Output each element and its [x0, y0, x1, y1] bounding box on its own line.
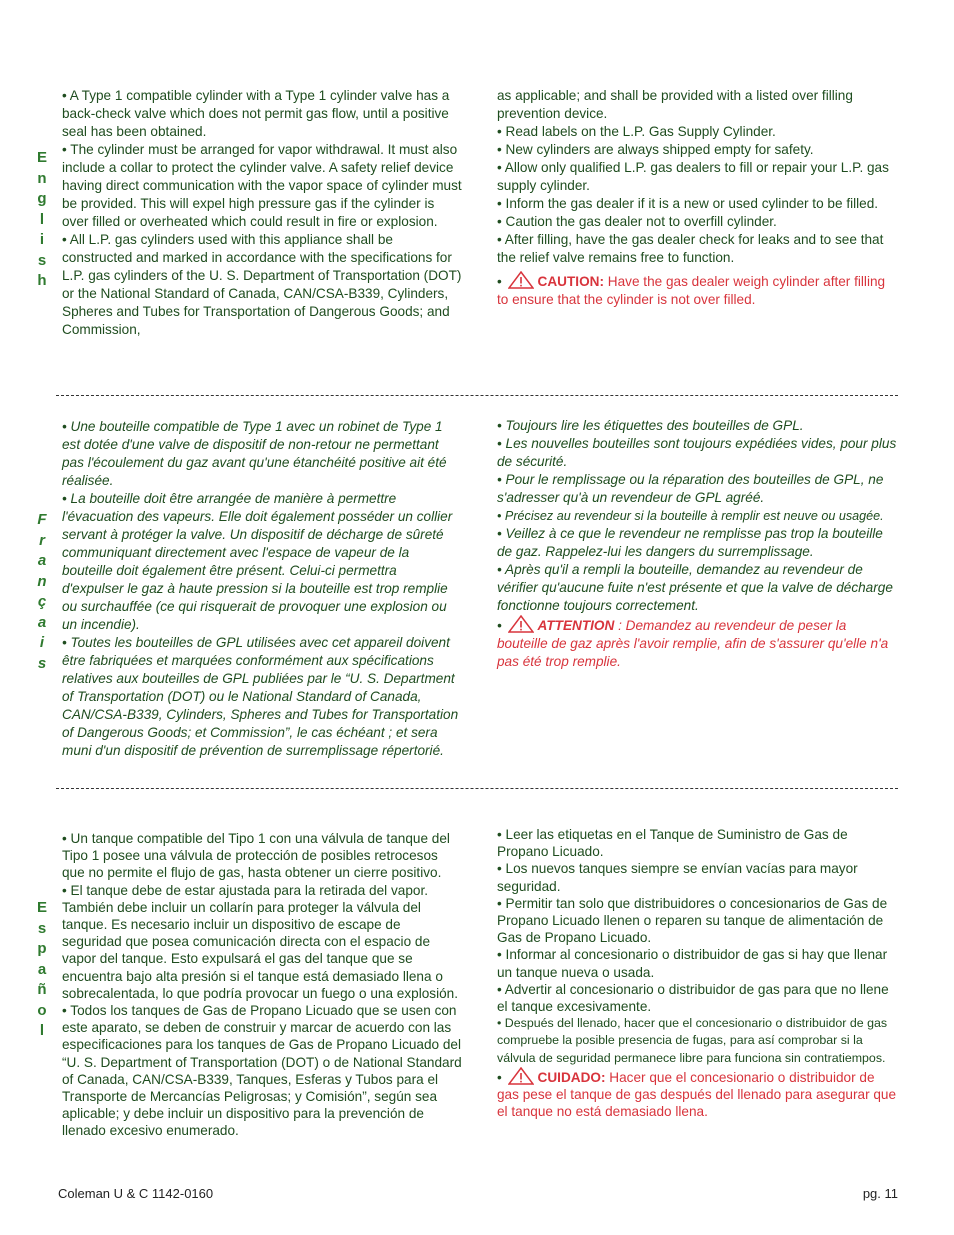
caution-text: : Demandez au revendeur de peser la bouteille de gaz après l'avoir remplie, afin de s'assurer qu'elle n'a pas été trop remplie.: [497, 618, 889, 669]
french-caution: • ATTENTION : Demandez au revendeur de peser la bouteille de gaz après l'avoir remplie, afin de s'assurer qu'elle n'a pas été trop remplie.: [497, 615, 897, 671]
french-bullet: • La bouteille doit être arrangée de manière à permettre l'évacuation des vapeurs. Elle doit également posséder un collier servant à protéger la valve. Un dispositif de décharge de sûreté communiquant directement avec l'espace de vapeur de la bouteille doit également être présent. Celui-ci permettra d'expulser le gaz à haute pression si la bouteille est trop remplie ou surchauffée (ce qui risquerait de provoquer une explosion ou un incendie).: [62, 490, 462, 634]
english-bullet: • New cylinders are always shipped empty for safety.: [497, 141, 897, 159]
french-bullet: • Après qu'il a rempli la bouteille, demandez au revendeur de vérifier qu'aucune fuite n'est présente et que la valve de décharge fonctionne toujours correctement.: [497, 561, 897, 615]
french-bullet: • Toujours lire les étiquettes des bouteilles de GPL.: [497, 417, 897, 435]
spanish-bullet: • Todos los tanques de Gas de Propano Licuado que se usen con este aparato, se deben de construir y marcar de acuerdo con las especificaciones para los tanques de Gas de Propano Licuado del “U. S. Department of Transportation (DOT) o de National Standard of Canada, CAN/CSA-B339, Tanques, Esferas y Tubos para el Transporte de Mercancías Peligrosas; y Comisión”, según sea aplicable; y debe incluir un dispositivo para la prevención de llenado excesivo enumerado.: [62, 1002, 464, 1140]
english-bullet: • After filling, have the gas dealer check for leaks and to see that the relief valve remains free to function.: [497, 231, 897, 267]
language-label-spanish: E s p a ñ o l: [36, 899, 47, 1039]
spanish-bullet: • El tanque debe de estar ajustada para la retirada del vapor. También debe incluir un collarín para proteger la válvula del tanque. Es necesario incluir un dispositivo de escape de seguridad que posea comunicación directa con el espacio de vapor del tanque. Esto expulsará el gas del tanque que se encuentra bajo alta presión si el tanque está demasiado llena o sobrecalentada, lo que podría provocar un fuego o una explosión.: [62, 882, 464, 1002]
spanish-bullet: • Permitir tan solo que distribuidores o concesionarios de Gas de Propano Licuado llenen o reparen su tanque de alimentación de Gas de Propano Licuado.: [497, 895, 897, 947]
caution-text: Have the gas dealer weigh cylinder after filling to ensure that the cylinder is not over filled.: [497, 274, 886, 307]
caution-text: Hacer que el concesionario o distribuidor de gas pese el tanque de gas después del llenado para asegurar que el tanque no está demasiado llena.: [497, 1069, 897, 1120]
french-left-column: [62, 418, 462, 760]
spanish-right-column: [497, 826, 897, 1120]
spanish-bullet: • Un tanque compatible del Tipo 1 con una válvula de tanque del Tipo 1 posee una válvula de protección de posibles retrocesos que no permite el flujo de gas, hasta obtener un cierre positivo.: [62, 830, 464, 882]
caution-label: CUIDADO:: [537, 1069, 606, 1085]
section-divider: [56, 395, 898, 396]
caution-label: ATTENTION: [537, 618, 615, 633]
english-right-column: [497, 87, 897, 309]
spanish-bullet: • Advertir al concesionario o distribuidor de gas para que no llene el tanque excesivamente.: [497, 981, 897, 1015]
english-caution: • CAUTION: Have the gas dealer weigh cylinder after filling to ensure that the cylinder is not over filled.: [497, 271, 897, 309]
spanish-bullet: • Leer las etiquetas en el Tanque de Suministro de Gas de Propano Licuado.: [497, 826, 897, 860]
warning-triangle-icon: [508, 271, 534, 289]
english-bullet: • Inform the gas dealer if it is a new or used cylinder to be filled.: [497, 195, 897, 213]
english-bullet: • Caution the gas dealer not to overfill cylinder.: [497, 213, 897, 231]
spanish-bullet: • Informar al concesionario o distribuidor de gas si hay que llenar un tanque nueva o usada.: [497, 946, 897, 980]
language-label-french: F r a n ç a i s: [37, 511, 47, 672]
spanish-bullet: • Después del llenado, hacer que el concesionario o distribuidor de gas compruebe la posible presencia de fugas, para así comprobar si la válvula de seguridad permanece libre para funciona sin contratiempos.: [497, 1015, 897, 1067]
english-bullet: • Allow only qualified L.P. gas dealers to fill or repair your L.P. gas supply cylinder.: [497, 159, 897, 195]
english-bullet: • All L.P. gas cylinders used with this appliance shall be constructed and marked in accordance with the specifications for L.P. gas cylinders of the U. S. Department of Transportation (DOT) or the National Standard of Canada, CAN/CSA-B339, Cylinders, Spheres and Tubes for Transportation of Dangerous Goods; and Commission,: [62, 231, 462, 339]
spanish-bullet: • Los nuevos tanques siempre se envían vacías para mayor seguridad.: [497, 860, 897, 894]
english-bullet: • Read labels on the L.P. Gas Supply Cylinder.: [497, 123, 897, 141]
english-bullet: • A Type 1 compatible cylinder with a Type 1 cylinder valve has a back-check valve which does not permit gas flow, until a positive seal has been obtained.: [62, 87, 462, 141]
footer-document-id: Coleman U & C 1142-0160: [58, 1186, 214, 1201]
section-divider: [56, 788, 898, 789]
english-continuation: as applicable; and shall be provided with a listed over filling prevention device.: [497, 88, 853, 121]
footer-page-number: pg. 11: [862, 1186, 898, 1201]
language-label-english: E n g l i s h: [36, 149, 47, 289]
french-right-column: [497, 417, 897, 671]
warning-triangle-icon: [508, 1067, 534, 1085]
french-bullet: • Précisez au revendeur si la bouteille à remplir est neuve ou usagée.: [497, 507, 897, 525]
french-bullet: • Veillez à ce que le revendeur ne remplisse pas trop la bouteille de gaz. Rappelez-lui les dangers du surremplissage.: [497, 525, 897, 561]
spanish-caution: • CUIDADO: Hacer que el concesionario o distribuidor de gas pese el tanque de gas después del llenado para asegurar que el tanque no está demasiado llena.: [497, 1067, 897, 1121]
warning-triangle-icon: [508, 615, 534, 633]
french-bullet: • Pour le remplissage ou la réparation des bouteilles de GPL, ne s'adresser qu'à un revendeur de GPL agréé.: [497, 471, 897, 507]
french-bullet: • Une bouteille compatible de Type 1 avec un robinet de Type 1 est dotée d'une valve de dispositif de non-retour ne permettant pas l'écoulement du gaz avant qu'une étanchéité positive ait été réalisée.: [62, 418, 462, 490]
caution-label: CAUTION:: [537, 274, 604, 289]
french-bullet: • Les nouvelles bouteilles sont toujours expédiées vides, pour plus de sécurité.: [497, 435, 897, 471]
french-bullet: • Toutes les bouteilles de GPL utilisées avec cet appareil doivent être fabriquées et marquées conformément aux spécifications relatives aux bouteilles de GPL publiées par le “U. S. Department of Transportation (DOT) ou le National Standard of Canada, CAN/CSA-B339, Cylinders, Spheres and Tubes for Transportation of Dangerous Goods; et Commission”, le cas échéant ; et sera muni d'un dispositif de prévention de surremplissage répertorié.: [62, 634, 462, 760]
spanish-left-column: [62, 830, 464, 1140]
english-bullet: • The cylinder must be arranged for vapor withdrawal. It must also include a collar to protect the cylinder valve. A safety relief device having direct communication with the vapor space of cylinder must be provided. This will expel high pressure gas if the cylinder is over filled or overheated which could result in fire or explosion.: [62, 141, 462, 231]
english-left-column: [62, 87, 462, 339]
